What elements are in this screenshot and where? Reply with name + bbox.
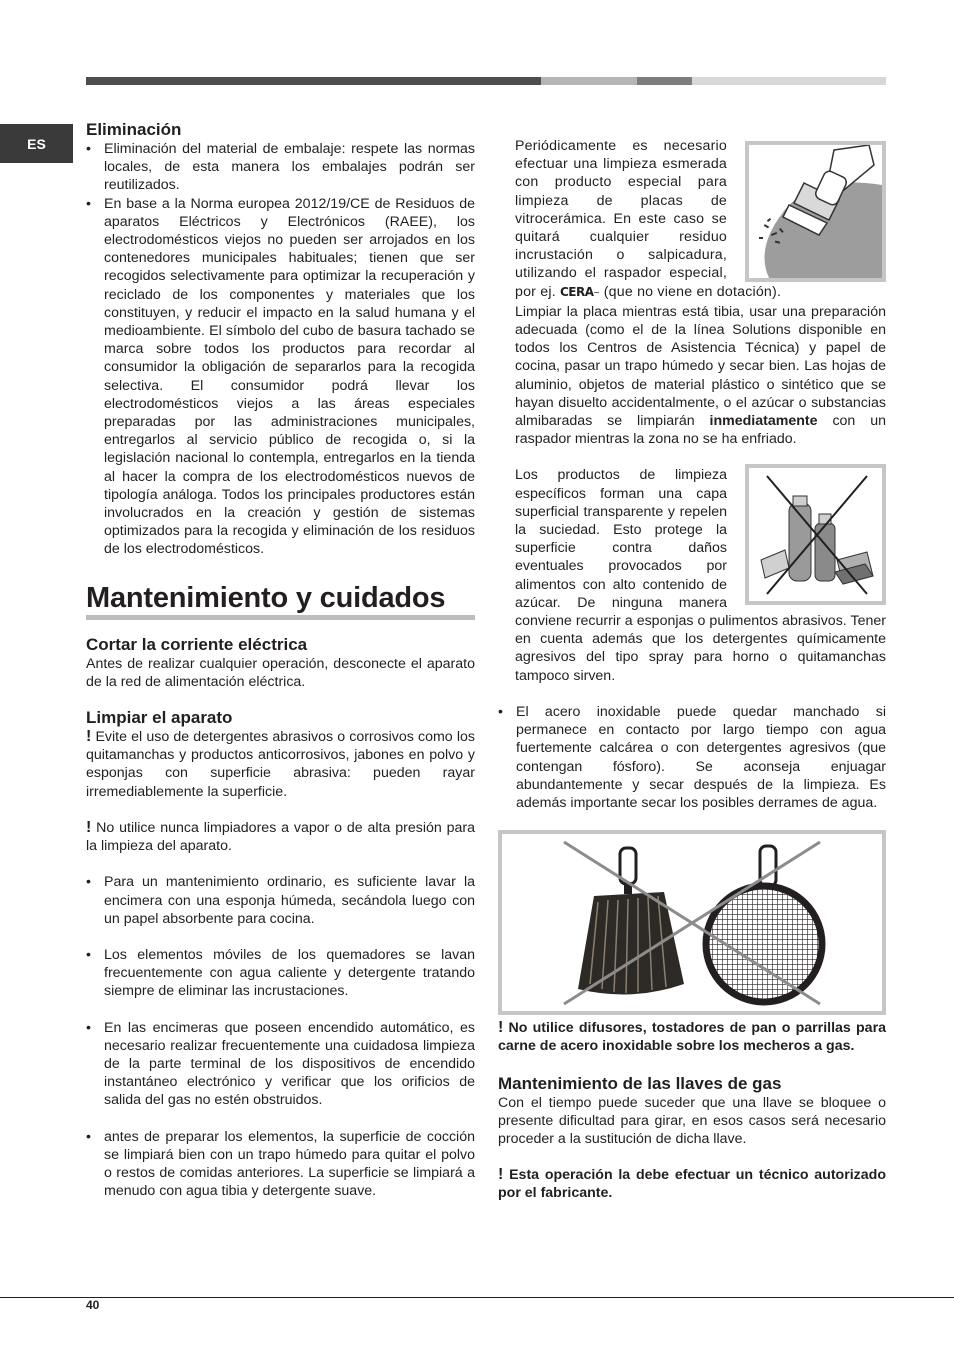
list-item: • El acero inoxidable puede quedar manchado si permanece en contacto por largo tiempo con agua fuertemente calcárea o con detergentes agresivos (que contengan fósforo). Se aconseja enjuagar abundantemente y secar después de la limpieza. Es además importante secar los posibles derrames de agua.	[498, 703, 886, 812]
para-productos: Los productos de limpieza específicos forman una capa superficial transparente y repelen la suciedad. Esto protege la superficie contra daños eventuales provocados por alimentos con alto contenido de azúcar. De ninguna manera conviene recurrir a esponjas o pulimentos abrasivos. Tener en cuenta además que los detergentes químicamente agresivos del tipo spray para horno o quitamanchas tampoco sirven.	[515, 467, 886, 684]
grill-pans-icon	[502, 834, 882, 1011]
limpiar-warning-2: ! No utilice nunca limpiadores a vapor o de alta presión para la limpieza del aparato.	[86, 818, 475, 855]
right-column	[498, 137, 886, 1203]
list-item: • En base a la Norma europea 2012/19/CE de Residuos de aparatos Eléctricos y Electrónicos (RAEE), los electrodomésticos viejos no pueden ser arrojados en los contenedores municipales habituales; tienen que ser recogidos selectivamente para optimizar la recuperación y reciclado de los componentes y materiales que los constituyen, y reducir el impacto en la salud humana y el medioambiente. El símbolo del cubo de basura tachado se marca sobre todos los productos para recordar al consumidor la obligación de separarlos para la recogida selectiva. El consumidor podrá llevar los electrodomésticos viejos a las áreas especiales preparadas por las administraciones municipales, entregarlos al servicio público de recogida o, si la legislación nacional lo contempla, entregarlos en la tienda al hacer la compra de los electrodomésticos nuevos de tipología análoga. Todos los principales productores están involucrados en la creación y gestión de sistemas optimizados para la recogida y eliminación de los residuos de los electrodomésticos.	[86, 195, 475, 559]
warning-icon: !	[498, 1019, 504, 1037]
header-bar-mid2	[637, 77, 692, 85]
list-item: • antes de preparar los elementos, la superficie de cocción se limpiará bien con un trapo húmedo para quitar el polvo o restos de comidas anteriores. La superficie se limpiará a menudo con agua tibia y detergente suave.	[86, 1128, 475, 1201]
cortar-heading: Cortar la corriente eléctrica	[86, 634, 308, 654]
warning-grill: ! No utilice difusores, tostadores de pan o parrillas para carne de acero inoxidable sobre los mecheros a gas.	[498, 1019, 886, 1055]
para-vitroceramica: Periódicamente es necesario efectuar una limpieza esmerada con producto especial para limpieza de placas de vitrocerámica. En este caso se quitará cualquier residuo incrustación o salpicadura, utilizando el raspador especial, por ej. CERA~ (que no viene en dotación).	[515, 138, 782, 300]
list-item: • Eliminación del material de embalaje: respete las normas locales, de esta manera los embalajes podrán ser reutilizados.	[86, 140, 475, 195]
llaves-text: Con el tiempo puede suceder que una llave se bloquee o presente dificultad para girar, en esos casos será necesario proceder a la sustitución de dicha llave.	[498, 1094, 886, 1147]
main-title-wrap	[86, 581, 475, 620]
limpiar-warning-1: ! Evite el uso de detergentes abrasivos o corrosivos como los quitamanchas y productos anticorrosivos, jabones en polvo y esponjas con superficie abrasiva: pueden rayar irremediablemente la superficie.	[86, 728, 475, 800]
scraper-illustration	[745, 141, 886, 282]
warning-icon: !	[86, 818, 92, 836]
warning-icon: !	[86, 728, 92, 746]
limpiar-list	[86, 873, 475, 1200]
list-item: • En las encimeras que poseen encendido automático, es necesario realizar frecuentemente una cuidadosa limpieza de la parte terminal de los dispositivos de encendido instantáneo electrónico y verificar que los orificios de salida del gas no estén obstruidos.	[86, 1019, 475, 1110]
para-limpiar-placa: Limpiar la placa mientras está tibia, usar una preparación adecuada (como el de la línea Solutions disponible en todos los Centros de Asistencia Técnica) y papel de cocina, pasar un trapo húmedo y secar bien. Las hojas de aluminio, objetos de material plástico o sintético que se hayan disuelto accidentalmente, o el azúcar o substancias almibaradas se limpiarán inmediatamente con un raspador mientras la zona no se ha enfriado.	[515, 303, 887, 448]
llaves-heading: Mantenimiento de las llaves de gas	[498, 1073, 782, 1093]
acero-list	[498, 703, 886, 812]
list-item: • Para un mantenimiento ordinario, es suficiente lavar la encimera con una esponja húmeda, secándola luego con un papel absorbente para cocina.	[86, 873, 475, 928]
cera-logo: CERA	[560, 284, 594, 299]
left-column	[86, 120, 475, 1200]
llaves-warning: ! Esta operación la debe efectuar un técnico autorizado por el fabricante.	[498, 1166, 887, 1202]
header-bar-mid	[541, 77, 637, 85]
page-title: Mantenimiento y cuidados	[86, 581, 446, 614]
eliminacion-list	[86, 140, 475, 559]
grill-illustration	[498, 830, 886, 1015]
eliminacion-heading: Eliminación	[86, 120, 182, 139]
language-tab: ES	[0, 124, 73, 163]
warning-icon: !	[498, 1166, 504, 1184]
list-item: • Los elementos móviles de los quemadores se lavan frecuentemente con agua caliente y detergente tratando siempre de eliminar las incrustaciones.	[86, 946, 475, 1001]
cortar-text: Antes de realizar cualquier operación, desconecte el aparato de la red de alimentación eléctrica.	[86, 655, 475, 690]
scraper-icon	[749, 145, 882, 278]
cleaning-products-icon	[749, 468, 882, 601]
page-number: 40	[86, 1298, 100, 1312]
limpiar-heading: Limpiar el aparato	[86, 708, 233, 728]
header-bar-light	[692, 77, 886, 85]
header-bar-dark	[86, 77, 541, 85]
products-illustration	[745, 464, 886, 605]
header-bar	[86, 77, 886, 85]
footer-rule	[0, 1297, 954, 1298]
